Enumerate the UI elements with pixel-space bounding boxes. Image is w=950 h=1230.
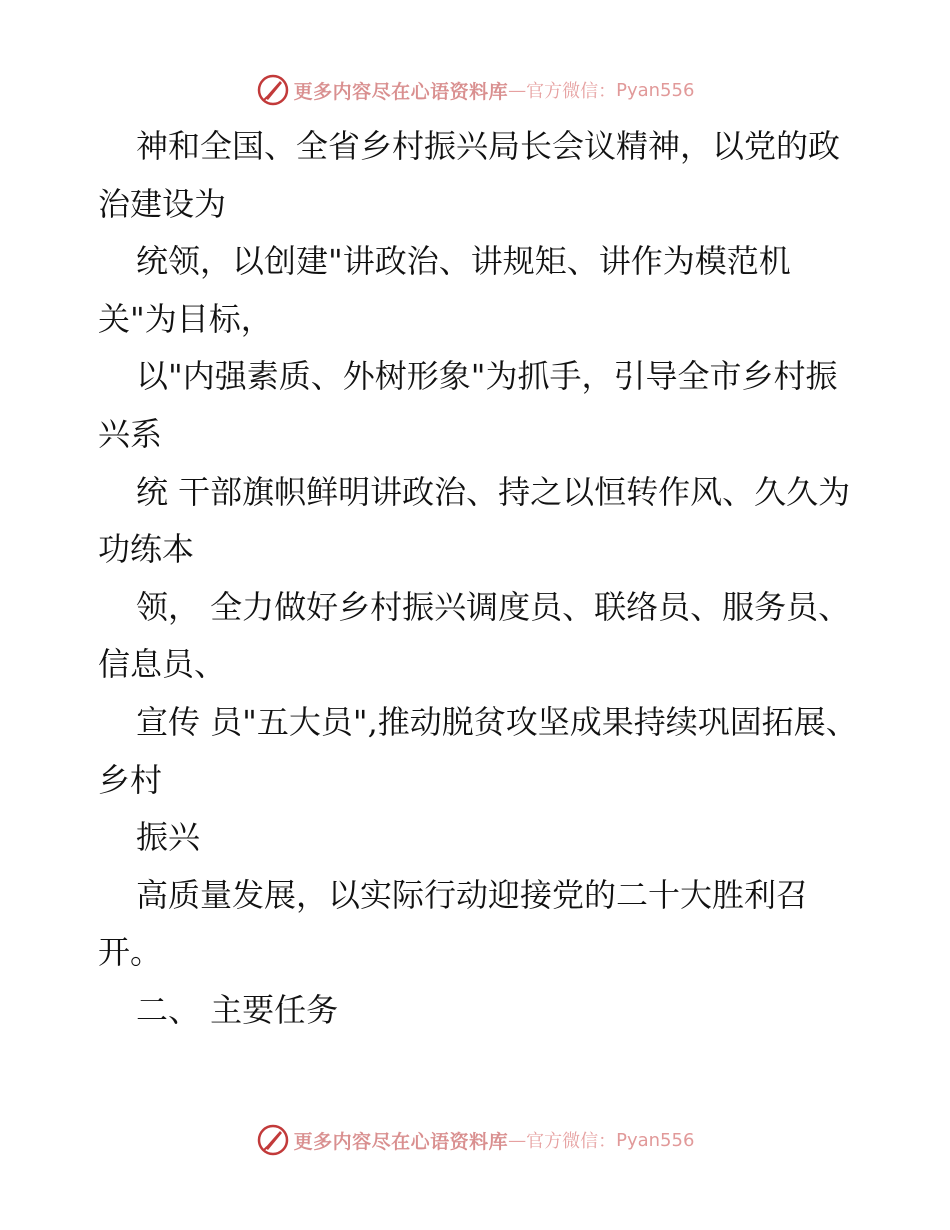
watermark-wechat-id: Pyan556 <box>616 79 695 101</box>
paragraph: 统 干部旗帜鲜明讲政治、持之以恒转作风、久久为功练本 <box>98 472 851 569</box>
watermark-main-text: 更多内容尽在心语资料库 <box>293 80 509 103</box>
watermark-main-text: 更多内容尽在心语资料库 <box>293 1130 509 1153</box>
quill-logo-icon <box>256 1123 290 1157</box>
watermark-sub-text: 官方微信： <box>526 81 617 102</box>
paragraph: 振兴 <box>136 818 201 857</box>
watermark-header <box>0 70 950 110</box>
paragraph: 以"内强素质、外树形象"为抓手，引导全市乡村振兴系 <box>98 357 838 453</box>
section-heading: 二、 主要任务 <box>136 990 339 1029</box>
watermark-sub-text: 官方微信： <box>526 1131 617 1152</box>
watermark-footer <box>0 1120 950 1160</box>
quill-logo-icon <box>256 73 290 107</box>
paragraph: 宣传 员"五大员",推动脱贫攻坚成果持续巩固拓展、乡村 <box>98 702 858 799</box>
watermark-wechat-id: Pyan556 <box>616 1129 695 1151</box>
paragraph: 统领，以创建"讲政治、讲规矩、讲作为模范机关"为目标， <box>98 242 791 338</box>
paragraph: 高质量发展，以实际行动迎接党的二十大胜利召开。 <box>98 875 809 972</box>
watermark-dash: — <box>508 79 527 101</box>
paragraph: 神和全国、全省乡村振兴局长会议精神，以党的政治建设为 <box>98 127 841 223</box>
watermark-dash: — <box>508 1129 527 1151</box>
paragraph: 领， 全力做好乡村振兴调度员、联络员、服务员、信息员、 <box>98 587 851 684</box>
document-body <box>98 118 868 1040</box>
